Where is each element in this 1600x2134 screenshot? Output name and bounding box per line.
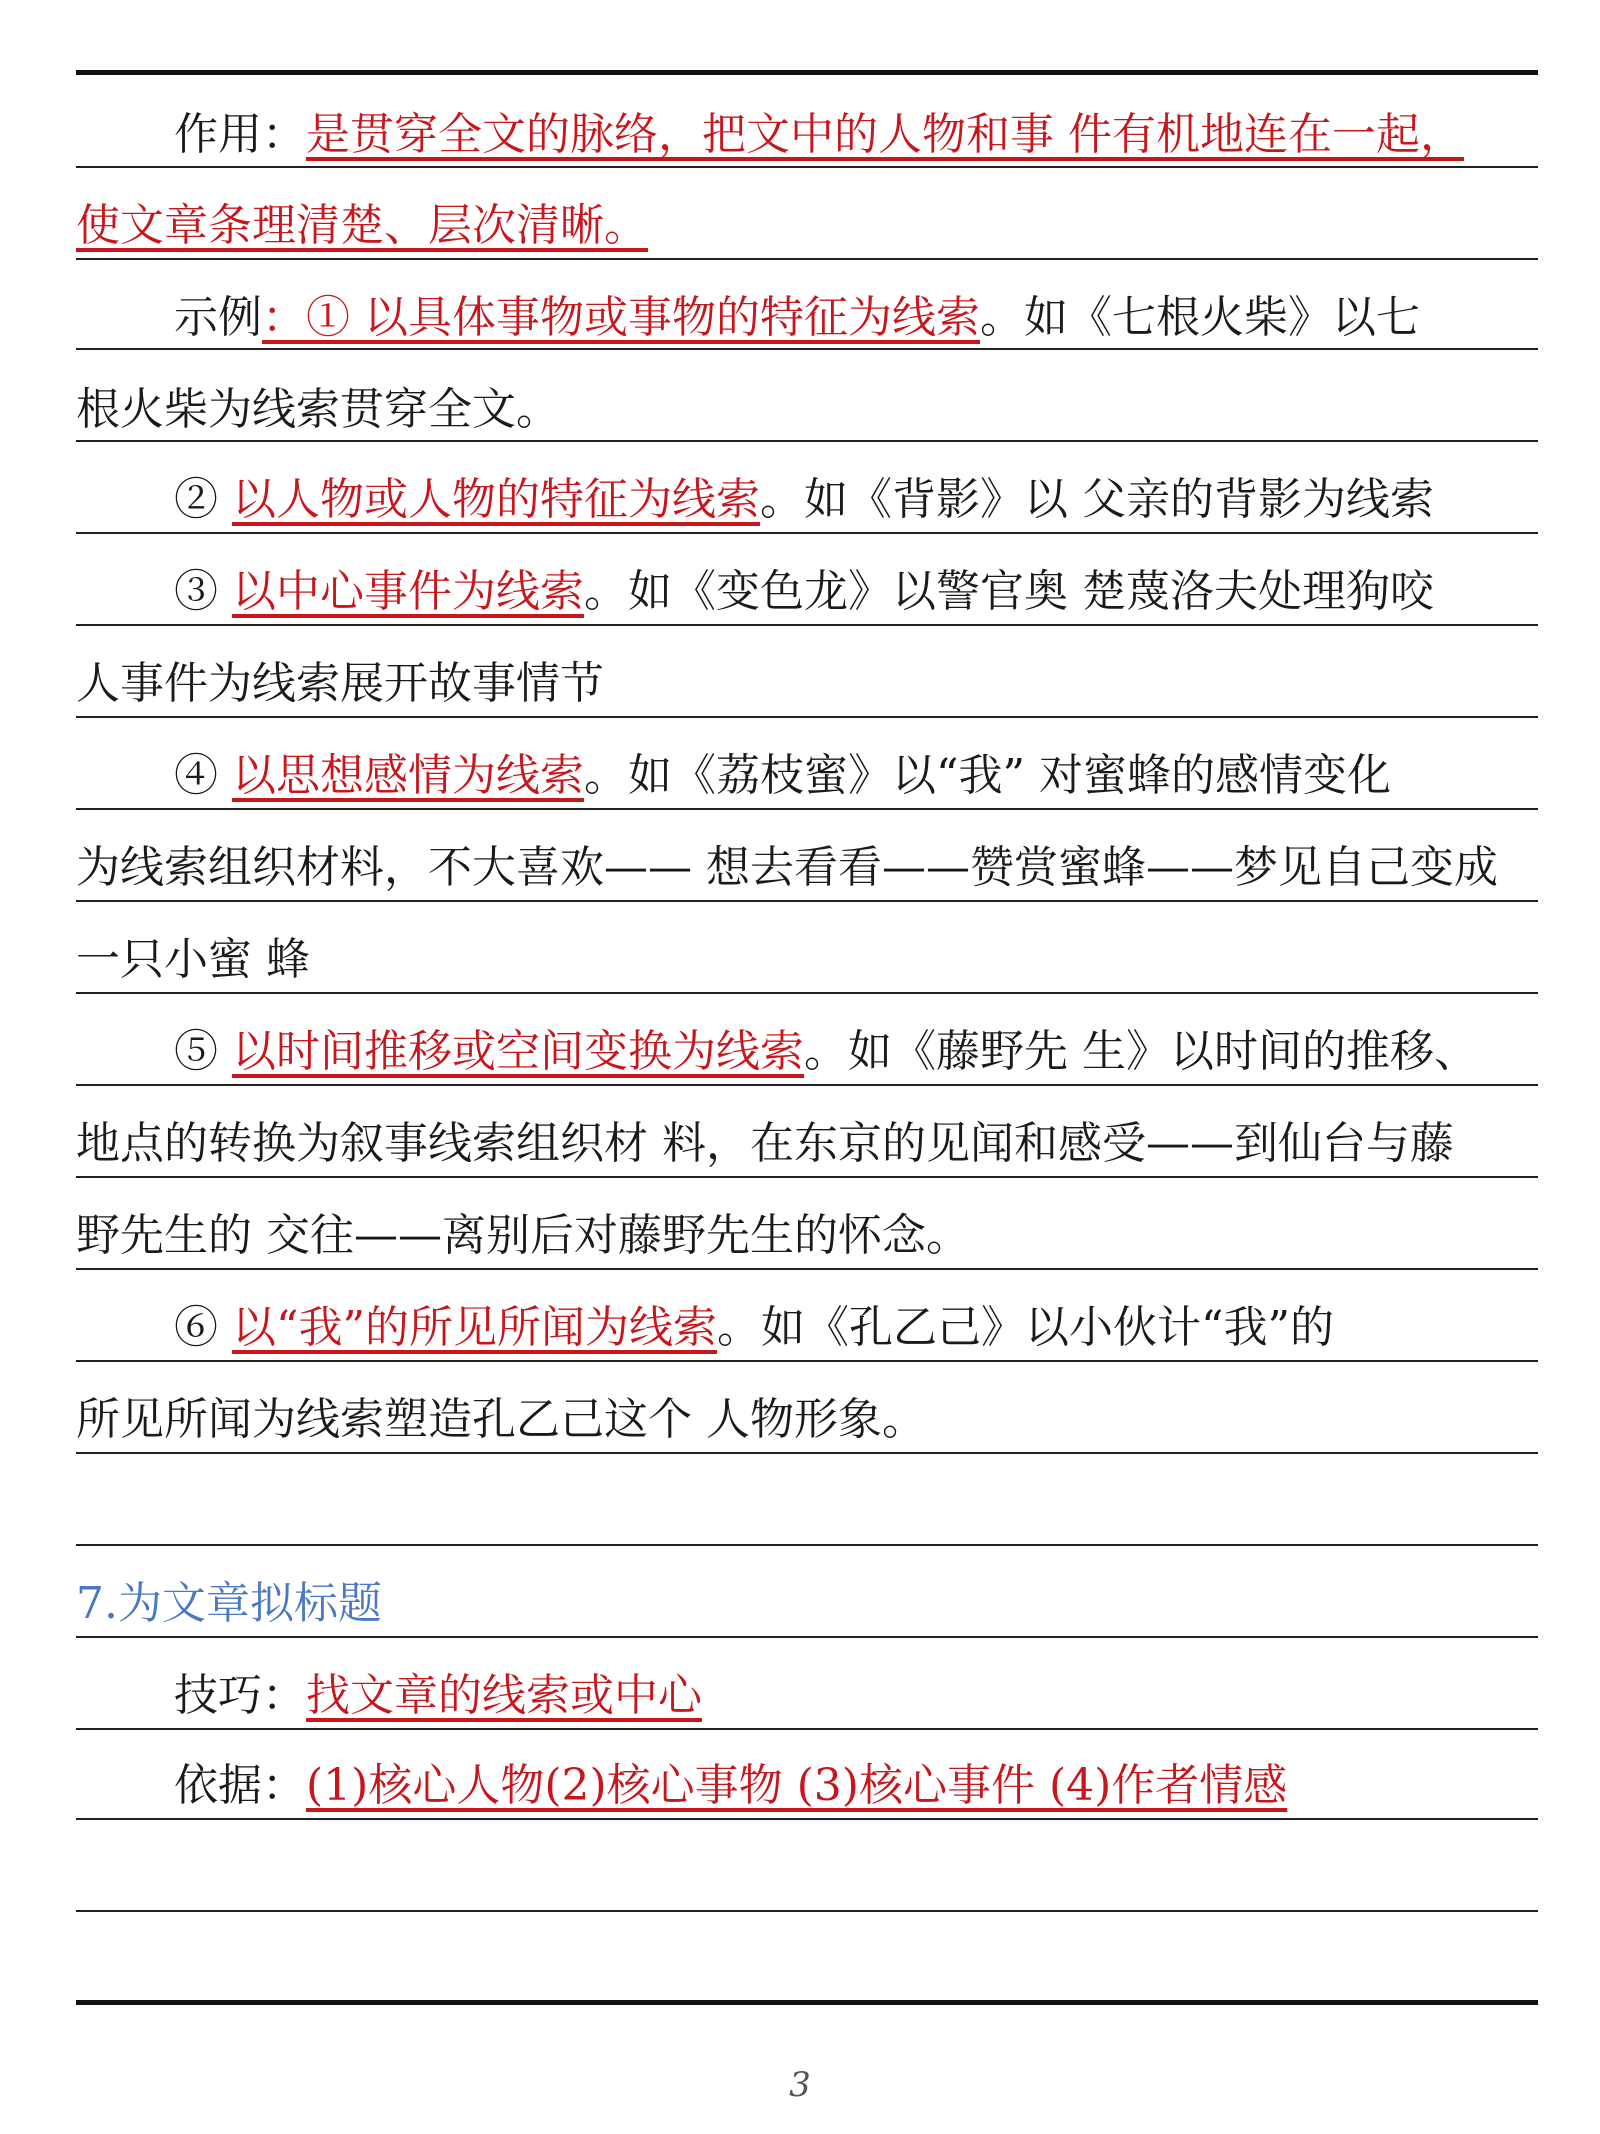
example-2-type: 以人物或人物的特征为线索 xyxy=(232,474,760,525)
example-1-detail: 。如《七根火柴》以七 xyxy=(980,292,1420,343)
example-4-line-2 xyxy=(76,838,1538,898)
ruled-line xyxy=(76,348,1538,350)
function-label: 作用： xyxy=(174,109,306,160)
function-line-1 xyxy=(76,105,1538,165)
example-5-detail-end: 野先生的 交往——离别后对藤野先生的怀念。 xyxy=(76,1210,970,1261)
bottom-border xyxy=(76,2000,1538,2005)
ruled-line xyxy=(76,1268,1538,1270)
example-6-detail: 。如《孔乙己》以小伙计“我”的 xyxy=(717,1302,1334,1353)
ruled-line xyxy=(76,1452,1538,1454)
example-5-number: ⑤ xyxy=(174,1026,232,1077)
basis-label: 依据： xyxy=(174,1760,306,1811)
example-4-detail-end: 一只小蜜 蜂 xyxy=(76,934,310,985)
example-3-line-1 xyxy=(76,562,1538,622)
ruled-line xyxy=(76,166,1538,168)
function-line-2 xyxy=(76,196,1538,256)
example-5-line-1 xyxy=(76,1022,1538,1082)
ruled-line xyxy=(76,1910,1538,1912)
example-3-detail-cont: 人事件为线索展开故事情节 xyxy=(76,658,604,709)
example-6-detail-cont: 所见所闻为线索塑造孔乙己这个 人物形象。 xyxy=(76,1394,926,1445)
example-line-2 xyxy=(76,380,1538,440)
example-3-type: 以中心事件为线索 xyxy=(232,566,584,617)
example-5-detail-cont: 地点的转换为叙事线索组织材 料，在东京的见闻和感受——到仙台与藤 xyxy=(76,1118,1454,1169)
example-3-detail: 。如《变色龙》以警官奥 楚蔑洛夫处理狗咬 xyxy=(584,566,1434,617)
example-5-type: 以时间推移或空间变换为线索 xyxy=(232,1026,804,1077)
ruled-line xyxy=(76,992,1538,994)
ruled-line xyxy=(76,808,1538,810)
ruled-line xyxy=(76,1544,1538,1546)
example-4-number: ④ xyxy=(174,750,232,801)
ruled-line xyxy=(76,624,1538,626)
ruled-line xyxy=(76,1084,1538,1086)
section-7-title xyxy=(76,1574,1538,1634)
example-3-line-2 xyxy=(76,654,1538,714)
ruled-line xyxy=(76,716,1538,718)
ruled-line xyxy=(76,1728,1538,1730)
basis-line xyxy=(76,1756,1538,1816)
example-4-detail-cont: 为线索组织材料，不大喜欢—— 想去看看——赞赏蜜蜂——梦见自己变成 xyxy=(76,842,1498,893)
tip-text: 找文章的线索或中心 xyxy=(306,1670,702,1721)
tip-label: 技巧： xyxy=(174,1670,306,1721)
example-1-type: ：① 以具体事物或事物的特征为线索 xyxy=(262,292,980,343)
example-line-1 xyxy=(76,288,1538,348)
page-number: 3 xyxy=(789,2065,811,2105)
ruled-line xyxy=(76,440,1538,442)
basis-text: (1)核心人物(2)核心事物 (3)核心事件 (4)作者情感 xyxy=(306,1760,1288,1811)
ruled-line xyxy=(76,1360,1538,1362)
function-text: 是贯穿全文的脉络，把文中的人物和事 件有机地连在一起， xyxy=(306,109,1464,160)
ruled-line xyxy=(76,900,1538,902)
section-7-heading: 7.为文章拟标题 xyxy=(76,1578,382,1629)
example-4-detail: 。如《荔枝蜜》以“我” 对蜜蜂的感情变化 xyxy=(584,750,1391,801)
example-5-line-2 xyxy=(76,1114,1538,1174)
function-text-cont: 使文章条理清楚、层次清晰。 xyxy=(76,200,648,251)
example-2-line xyxy=(76,470,1538,530)
example-5-line-3 xyxy=(76,1206,1538,1266)
example-6-line-2 xyxy=(76,1390,1538,1450)
example-4-line-1 xyxy=(76,746,1538,806)
example-4-line-3 xyxy=(76,930,1538,990)
example-4-type: 以思想感情为线索 xyxy=(232,750,584,801)
example-2-number: ② xyxy=(174,474,232,525)
tip-line xyxy=(76,1666,1538,1726)
example-2-detail: 。如《背影》以 父亲的背影为线索 xyxy=(760,474,1434,525)
ruled-line xyxy=(76,1636,1538,1638)
example-3-number: ③ xyxy=(174,566,232,617)
example-6-line-1 xyxy=(76,1298,1538,1358)
ruled-line xyxy=(76,1818,1538,1820)
top-border xyxy=(76,70,1538,75)
example-label: 示例 xyxy=(174,292,262,343)
ruled-line xyxy=(76,532,1538,534)
ruled-line xyxy=(76,258,1538,260)
example-6-type: 以“我”的所见所闻为线索 xyxy=(232,1302,717,1353)
example-6-number: ⑥ xyxy=(174,1302,232,1353)
ruled-line xyxy=(76,1176,1538,1178)
example-1-detail-cont: 根火柴为线索贯穿全文。 xyxy=(76,384,560,435)
example-5-detail: 。如《藤野先 生》以时间的推移、 xyxy=(804,1026,1478,1077)
